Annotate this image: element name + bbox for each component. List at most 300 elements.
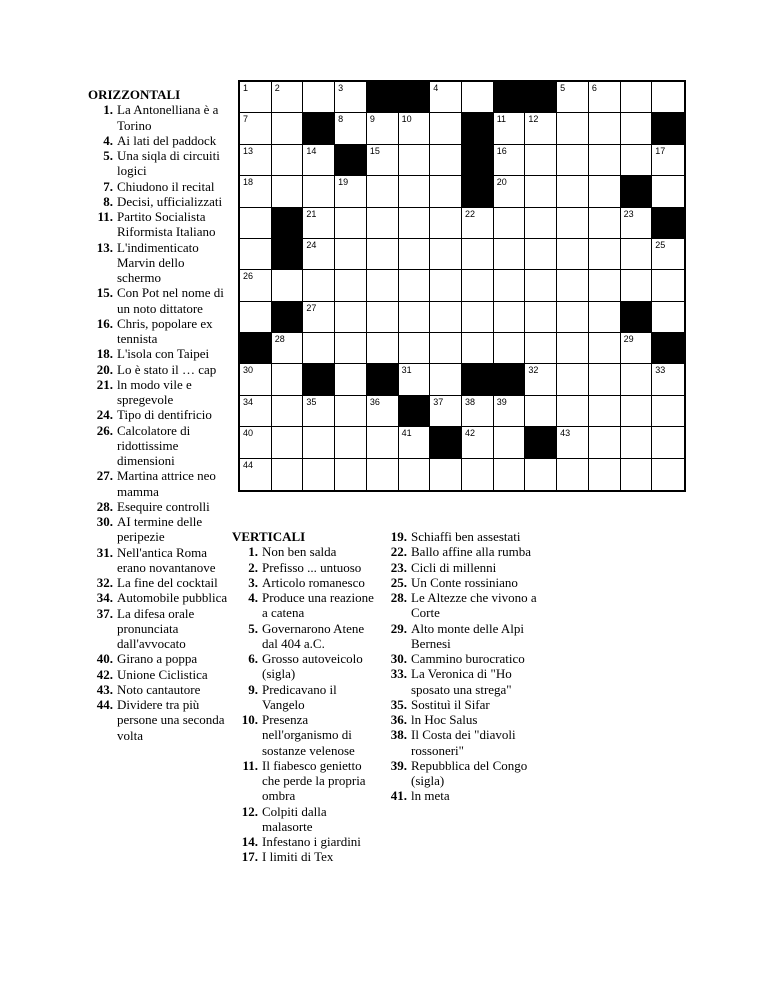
grid-cell[interactable] — [494, 270, 526, 301]
grid-cell[interactable] — [430, 333, 462, 364]
grid-cell[interactable] — [652, 270, 684, 301]
clue-text: Girano a poppa — [117, 651, 198, 667]
black-cell — [462, 176, 494, 207]
clue-number: 5. — [103, 148, 113, 163]
down-clue-list-1 — [232, 544, 377, 864]
cell-number: 26 — [243, 271, 254, 282]
grid-cell[interactable] — [621, 427, 653, 458]
grid-cell[interactable] — [557, 427, 589, 458]
cell-number: 31 — [401, 365, 412, 376]
cell-number: 7 — [243, 114, 249, 125]
cell-number: 43 — [560, 428, 571, 439]
clue-item — [88, 179, 228, 194]
grid-cell[interactable] — [525, 270, 557, 301]
grid-cell[interactable] — [462, 208, 494, 239]
clue-item — [88, 575, 228, 590]
grid-cell[interactable] — [240, 113, 272, 144]
cell-number: 44 — [243, 459, 254, 470]
clue-text: Colpiti dalla malasorte — [262, 803, 327, 834]
clue-number: 23. — [390, 559, 407, 575]
grid-cell[interactable] — [462, 82, 494, 113]
grid-cell[interactable] — [494, 145, 526, 176]
grid-cell[interactable] — [494, 302, 526, 333]
grid-cell[interactable] — [652, 364, 684, 395]
grid-cell[interactable] — [621, 333, 653, 364]
grid-cell[interactable] — [240, 302, 272, 333]
clue-text: Prefisso ... untuoso — [262, 559, 362, 575]
cell-number: 39 — [496, 396, 507, 407]
clue-text: Grosso autoveicolo (sigla) — [262, 651, 363, 682]
clue-number: 38. — [390, 727, 407, 743]
cell-number: 16 — [496, 145, 507, 156]
grid-cell[interactable] — [240, 459, 272, 490]
clue-number: 21. — [96, 376, 113, 392]
clue-number: 10. — [241, 712, 258, 727]
grid-cell[interactable] — [335, 113, 367, 144]
grid-cell[interactable] — [525, 113, 557, 144]
clue-item — [380, 651, 540, 666]
cell-number: 34 — [243, 396, 254, 407]
grid-cell[interactable] — [589, 208, 621, 239]
grid-cell[interactable] — [240, 145, 272, 176]
clue-text: Decisi, ufficializzati — [117, 193, 223, 209]
grid-cell[interactable] — [589, 82, 621, 113]
grid-cell[interactable] — [367, 302, 399, 333]
grid-cell[interactable] — [652, 459, 684, 490]
grid-cell[interactable] — [240, 427, 272, 458]
clue-text: Cammino burocratico — [411, 651, 525, 666]
cell-number: 5 — [560, 83, 566, 93]
grid-cell[interactable] — [367, 113, 399, 144]
clue-item — [88, 194, 228, 209]
grid-cell[interactable] — [652, 176, 684, 207]
grid-cell[interactable] — [589, 176, 621, 207]
clue-item — [88, 285, 228, 316]
grid-cell[interactable] — [272, 333, 304, 364]
grid-cell[interactable] — [335, 364, 367, 395]
cell-number: 29 — [623, 334, 634, 345]
grid-cell[interactable] — [557, 270, 589, 301]
grid-cell[interactable] — [652, 427, 684, 458]
clue-item — [88, 240, 228, 286]
grid-cell[interactable] — [367, 239, 399, 270]
grid-cell[interactable] — [335, 239, 367, 270]
grid-cell[interactable] — [621, 113, 653, 144]
clue-item — [232, 590, 377, 621]
grid-cell[interactable] — [240, 176, 272, 207]
clue-text: Produce una reazione a catena — [262, 590, 374, 621]
grid-cell[interactable] — [367, 270, 399, 301]
cell-number: 4 — [433, 83, 439, 93]
grid-cell[interactable] — [494, 239, 526, 270]
grid-cell[interactable] — [462, 270, 494, 301]
clue-text: Automobile pubblica — [117, 590, 228, 606]
black-cell — [335, 145, 367, 176]
clue-item — [88, 102, 228, 133]
grid-cell[interactable] — [557, 333, 589, 364]
grid-cell[interactable] — [525, 208, 557, 239]
grid-cell[interactable] — [430, 270, 462, 301]
grid-cell[interactable] — [430, 145, 462, 176]
grid-cell[interactable] — [399, 208, 431, 239]
cell-number: 23 — [623, 208, 634, 219]
grid-cell[interactable] — [335, 427, 367, 458]
cell-number: 33 — [655, 365, 666, 376]
clue-number: 7. — [103, 178, 113, 194]
grid-cell[interactable] — [557, 239, 589, 270]
grid-cell[interactable] — [367, 333, 399, 364]
black-cell — [399, 396, 431, 427]
grid-cell[interactable] — [399, 427, 431, 458]
clue-text: Presenza nell'organismo di sostanze velenose — [262, 712, 355, 758]
clue-number: 14. — [241, 834, 258, 849]
grid-cell[interactable] — [399, 270, 431, 301]
grid-cell[interactable] — [303, 459, 335, 490]
grid-cell[interactable] — [525, 145, 557, 176]
grid-cell[interactable] — [462, 396, 494, 427]
grid-cell[interactable] — [557, 396, 589, 427]
black-cell — [652, 208, 684, 239]
grid-cell[interactable] — [589, 302, 621, 333]
clue-text: Chiudono il recital — [117, 178, 215, 194]
down-clues-continued — [380, 529, 540, 804]
clue-number: 4. — [248, 590, 258, 605]
grid-cell[interactable] — [272, 176, 304, 207]
grid-cell[interactable] — [240, 239, 272, 270]
grid-cell[interactable] — [494, 396, 526, 427]
cell-number: 8 — [338, 114, 344, 125]
black-cell — [462, 113, 494, 144]
cell-number: 19 — [338, 177, 349, 188]
grid-cell[interactable] — [557, 302, 589, 333]
clue-number: 4. — [103, 132, 113, 148]
black-cell — [525, 82, 557, 113]
grid-cell[interactable] — [621, 459, 653, 490]
clue-number: 24. — [96, 407, 113, 423]
clue-text: Chris, popolare ex tennista — [117, 315, 213, 346]
black-cell — [303, 113, 335, 144]
cell-number: 18 — [243, 177, 254, 188]
grid-cell[interactable] — [589, 364, 621, 395]
grid-cell[interactable] — [557, 145, 589, 176]
clue-number: 36. — [390, 712, 407, 727]
grid-cell[interactable] — [399, 302, 431, 333]
grid-cell[interactable] — [621, 82, 653, 113]
grid-cell[interactable] — [240, 396, 272, 427]
clue-number: 20. — [96, 361, 113, 377]
grid-cell[interactable] — [652, 82, 684, 113]
grid-cell[interactable] — [589, 396, 621, 427]
clue-number: 1. — [103, 102, 113, 118]
grid-cell[interactable] — [399, 333, 431, 364]
black-cell — [462, 364, 494, 395]
grid-cell[interactable] — [303, 427, 335, 458]
grid-cell[interactable] — [240, 208, 272, 239]
grid-cell[interactable] — [240, 364, 272, 395]
clue-text: AI termine delle peripezie — [117, 514, 203, 545]
clue-text: Cicli di millenni — [411, 559, 497, 575]
clue-item — [88, 133, 228, 148]
grid-cell[interactable] — [303, 302, 335, 333]
clue-text: Esequire controlli — [117, 498, 210, 514]
grid-cell[interactable] — [589, 239, 621, 270]
clue-number: 31. — [96, 544, 113, 560]
clue-text: Martina attrice neo mamma — [117, 468, 216, 499]
clue-item — [88, 407, 228, 422]
grid-cell[interactable] — [462, 239, 494, 270]
grid-cell[interactable] — [621, 239, 653, 270]
cell-number: 35 — [306, 396, 317, 407]
cell-number: 28 — [274, 334, 285, 345]
grid-cell[interactable] — [272, 270, 304, 301]
clue-item — [88, 697, 228, 743]
grid-cell[interactable] — [335, 302, 367, 333]
black-cell — [494, 364, 526, 395]
cell-number: 13 — [243, 145, 254, 156]
across-clue-list — [88, 102, 228, 743]
grid-cell[interactable] — [272, 396, 304, 427]
grid-cell[interactable] — [525, 302, 557, 333]
clue-number: 44. — [96, 697, 113, 712]
black-cell — [430, 427, 462, 458]
clue-text: La fine del cocktail — [117, 575, 218, 590]
clue-text: La Antonelliana è a Torino — [117, 102, 219, 133]
grid-cell[interactable] — [303, 333, 335, 364]
grid-cell[interactable] — [525, 396, 557, 427]
clue-item — [380, 544, 540, 559]
grid-cell[interactable] — [621, 270, 653, 301]
black-cell — [652, 113, 684, 144]
grid-cell[interactable] — [430, 239, 462, 270]
cell-number: 1 — [243, 83, 249, 93]
clue-item — [232, 712, 377, 758]
cell-number: 22 — [465, 208, 476, 219]
black-cell — [240, 333, 272, 364]
grid-cell[interactable] — [399, 459, 431, 490]
black-cell — [272, 302, 304, 333]
clue-number: 11. — [242, 757, 258, 773]
cell-number: 21 — [306, 208, 317, 219]
grid-cell[interactable] — [399, 113, 431, 144]
grid-cell[interactable] — [525, 333, 557, 364]
grid-cell[interactable] — [303, 396, 335, 427]
black-cell — [272, 239, 304, 270]
clue-number: 11. — [97, 209, 113, 224]
grid-cell[interactable] — [303, 270, 335, 301]
grid-cell[interactable] — [494, 427, 526, 458]
grid-cell[interactable] — [335, 208, 367, 239]
grid-cell[interactable] — [367, 176, 399, 207]
clue-item — [380, 575, 540, 590]
grid-cell[interactable] — [272, 427, 304, 458]
grid-cell[interactable] — [430, 208, 462, 239]
black-cell — [367, 364, 399, 395]
grid-cell[interactable] — [621, 145, 653, 176]
grid-cell[interactable] — [303, 239, 335, 270]
grid-cell[interactable] — [557, 208, 589, 239]
grid-cell[interactable] — [430, 396, 462, 427]
clue-number: 1. — [248, 544, 258, 560]
clue-item — [88, 590, 228, 605]
clue-item — [88, 346, 228, 361]
grid-cell[interactable] — [399, 145, 431, 176]
clue-text: ln Hoc Salus — [411, 712, 478, 727]
black-cell — [494, 82, 526, 113]
grid-cell[interactable] — [367, 208, 399, 239]
grid-cell[interactable] — [430, 364, 462, 395]
clue-number: 22. — [390, 544, 407, 560]
clue-item — [88, 606, 228, 652]
black-cell — [272, 208, 304, 239]
clue-item — [88, 651, 228, 666]
clue-item — [232, 621, 377, 652]
grid-cell[interactable] — [557, 82, 589, 113]
clue-item — [88, 667, 228, 682]
grid-cell[interactable] — [462, 427, 494, 458]
grid-cell[interactable] — [335, 270, 367, 301]
grid-cell[interactable] — [589, 270, 621, 301]
grid-cell[interactable] — [335, 333, 367, 364]
cell-number: 14 — [306, 145, 317, 156]
grid-cell[interactable] — [621, 364, 653, 395]
grid-cell[interactable] — [272, 113, 304, 144]
grid-cell[interactable] — [399, 239, 431, 270]
grid-cell[interactable] — [494, 113, 526, 144]
clue-number: 43. — [96, 681, 113, 697]
grid-cell[interactable] — [240, 270, 272, 301]
clue-item — [380, 590, 540, 621]
clue-item — [232, 834, 377, 849]
clue-text: Lo è stato il … cap — [117, 361, 217, 377]
grid-cell[interactable] — [367, 427, 399, 458]
clue-text: L'isola con Taipei — [117, 346, 210, 362]
black-cell — [462, 145, 494, 176]
grid-cell[interactable] — [525, 176, 557, 207]
grid-cell[interactable] — [303, 82, 335, 113]
grid-cell[interactable] — [303, 208, 335, 239]
grid-cell[interactable] — [494, 333, 526, 364]
grid-cell[interactable] — [335, 396, 367, 427]
cell-number: 38 — [465, 396, 476, 407]
across-heading: ORIZZONTALI — [88, 87, 181, 102]
grid-cell[interactable] — [367, 145, 399, 176]
grid-cell[interactable] — [494, 208, 526, 239]
grid-cell[interactable] — [589, 427, 621, 458]
clue-item — [232, 682, 377, 713]
grid-cell[interactable] — [589, 459, 621, 490]
cell-number: 17 — [655, 145, 666, 156]
black-cell — [525, 427, 557, 458]
clue-text: Con Pot nel nome di un noto dittatore — [117, 285, 224, 316]
clue-number: 12. — [241, 803, 258, 819]
clue-item — [88, 377, 228, 408]
grid-cell[interactable] — [494, 176, 526, 207]
clue-number: 32. — [96, 575, 113, 590]
grid-cell[interactable] — [652, 302, 684, 333]
grid-cell[interactable] — [525, 364, 557, 395]
grid-cell[interactable] — [272, 459, 304, 490]
grid-cell[interactable] — [335, 82, 367, 113]
cell-number: 37 — [433, 396, 444, 407]
grid-cell[interactable] — [589, 333, 621, 364]
grid-cell[interactable] — [652, 396, 684, 427]
grid-cell[interactable] — [589, 145, 621, 176]
clue-text: Alto monte delle Alpi Bernesi — [411, 620, 525, 651]
grid-cell[interactable] — [367, 396, 399, 427]
grid-cell[interactable] — [621, 208, 653, 239]
grid-cell[interactable] — [494, 459, 526, 490]
clue-number: 34. — [96, 590, 113, 606]
clue-number: 37. — [96, 605, 113, 621]
clue-item — [232, 804, 377, 835]
cell-number: 3 — [338, 83, 344, 93]
grid-cell[interactable] — [303, 176, 335, 207]
clue-item — [88, 316, 228, 347]
cell-number: 40 — [243, 428, 254, 439]
clue-item — [232, 575, 377, 590]
clue-text: Repubblica del Congo (sigla) — [411, 757, 528, 788]
grid-cell[interactable] — [557, 459, 589, 490]
grid-cell[interactable] — [335, 176, 367, 207]
clue-text: Nell'antica Roma erano novantanove — [117, 544, 216, 575]
clue-number: 33. — [390, 666, 407, 682]
grid-cell[interactable] — [621, 396, 653, 427]
black-cell — [399, 82, 431, 113]
grid-cell[interactable] — [462, 302, 494, 333]
clue-item — [232, 651, 377, 682]
across-clues — [88, 87, 228, 743]
grid-cell[interactable] — [430, 82, 462, 113]
grid-cell[interactable] — [652, 145, 684, 176]
grid-cell[interactable] — [272, 82, 304, 113]
grid-cell[interactable] — [525, 239, 557, 270]
grid-cell[interactable] — [240, 82, 272, 113]
grid-cell[interactable] — [525, 459, 557, 490]
clue-item — [380, 712, 540, 727]
clue-text: ln meta — [411, 788, 450, 804]
grid-cell[interactable] — [462, 333, 494, 364]
clue-number: 28. — [96, 498, 113, 514]
grid-cell[interactable] — [557, 113, 589, 144]
clue-text: Schiaffi ben assestati — [411, 529, 521, 544]
grid-cell[interactable] — [557, 364, 589, 395]
grid-cell[interactable] — [652, 239, 684, 270]
grid-cell[interactable] — [272, 364, 304, 395]
grid-cell[interactable] — [303, 145, 335, 176]
black-cell — [621, 176, 653, 207]
clue-item — [88, 545, 228, 576]
grid-cell[interactable] — [399, 364, 431, 395]
grid-cell[interactable] — [557, 176, 589, 207]
clue-item — [232, 560, 377, 575]
grid-cell[interactable] — [272, 145, 304, 176]
clue-text: Sostituì il Sifar — [411, 696, 490, 712]
grid-cell[interactable] — [430, 176, 462, 207]
cell-number: 24 — [306, 239, 317, 250]
grid-cell[interactable] — [462, 459, 494, 490]
clue-text: Partito Socialista Riformista Italiano — [117, 209, 216, 240]
grid-cell[interactable] — [430, 113, 462, 144]
clue-text: Non ben salda — [262, 544, 337, 560]
grid-cell[interactable] — [335, 459, 367, 490]
grid-cell[interactable] — [430, 459, 462, 490]
grid-cell[interactable] — [430, 302, 462, 333]
cell-number: 9 — [369, 114, 375, 125]
down-clue-list-2 — [380, 529, 540, 804]
grid-cell[interactable] — [367, 459, 399, 490]
grid-cell[interactable] — [589, 113, 621, 144]
grid-cell[interactable] — [399, 176, 431, 207]
